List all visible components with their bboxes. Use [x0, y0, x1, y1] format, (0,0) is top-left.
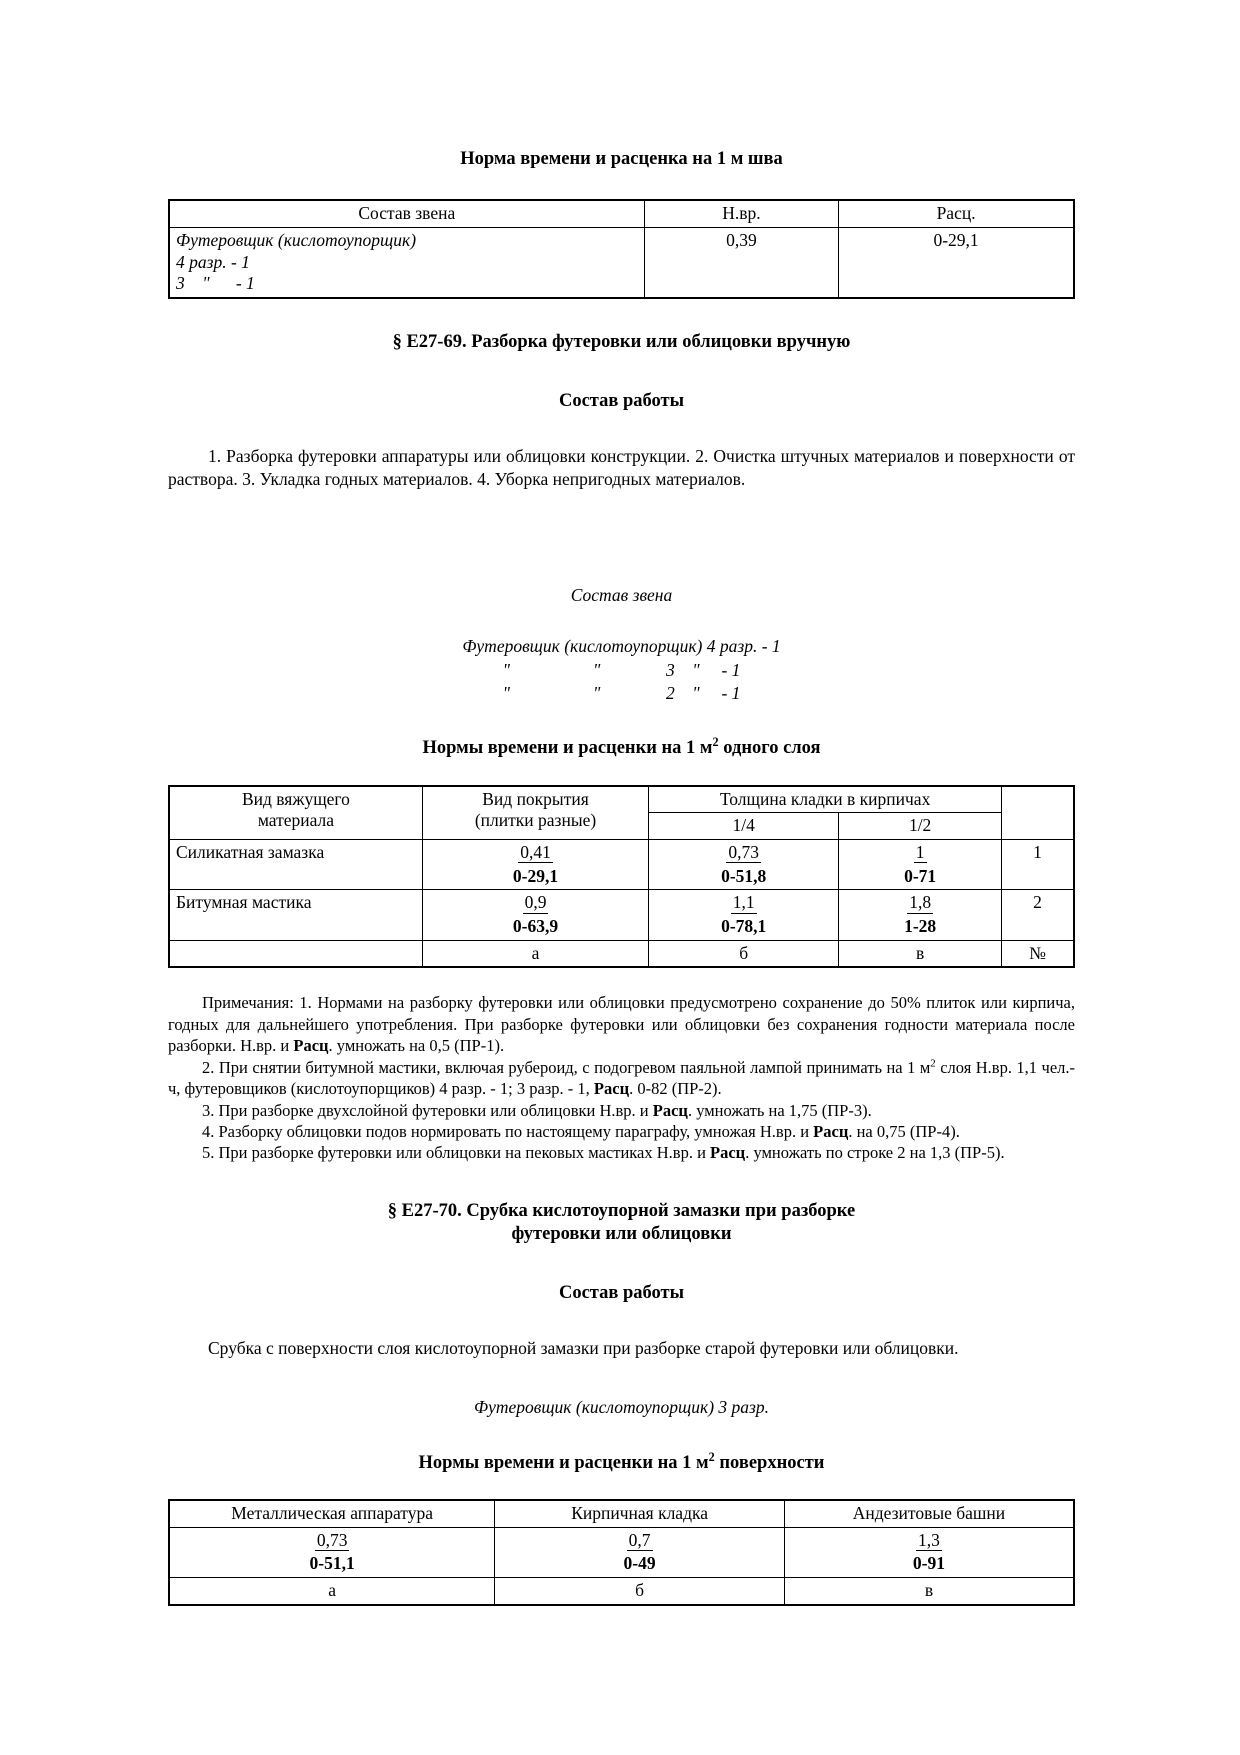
cell-crew-composition — [169, 227, 644, 298]
header-coating-line2: (плитки разные) — [474, 810, 597, 831]
crew-line-1: Футеровщик (кислотоупорщик) 4 разр. - 1 — [462, 636, 781, 657]
norms-title-suffix: одного слоя — [718, 738, 821, 759]
note-2-text-a: 2. При снятии битумной мастики, включая рубероид, с подогревом паяльной лампой принимать на 1 м — [202, 1057, 931, 1077]
header-andesite-towers: Андезитовые башни — [784, 1500, 1074, 1527]
value-nvr: 1,3 — [918, 1529, 940, 1550]
crew-composition-69 — [168, 635, 1075, 705]
value-nvr: 1,8 — [909, 892, 932, 913]
crew-line-1: Футеровщик (кислотоупорщик) — [176, 229, 417, 250]
header-thickness-half: 1/2 — [839, 813, 1002, 840]
header-binder-line1: Вид вяжущего — [241, 788, 350, 809]
crew-line-2: " " 3 " - 1 — [502, 659, 741, 680]
cell-material-name: Битумная мастика — [169, 890, 422, 940]
table-footer-row — [169, 1578, 1074, 1605]
section-e27-69-heading: § Е27-69. Разборка футеровки или облицовки вручную — [392, 331, 851, 352]
note-3-text-a: 3. При разборке двухслойной футеровки или облицовки Н.вр. и — [202, 1100, 653, 1120]
crew-composition-70: Футеровщик (кислотоупорщик) 3 разр. — [474, 1397, 769, 1418]
value-nvr: 1 — [915, 841, 925, 862]
table-header-row-top — [169, 786, 1074, 813]
note-4-text-b: . на 0,75 (ПР-4). — [848, 1121, 960, 1141]
table-row — [169, 890, 1074, 940]
value-rasc: 1-28 — [904, 915, 937, 936]
value-rasc: 0-51,1 — [309, 1553, 355, 1574]
work-composition-label-70: Состав работы — [558, 1283, 685, 1304]
value-nvr: 0,41 — [520, 841, 551, 862]
cell-andesite-towers-value — [784, 1527, 1074, 1577]
value-nvr: 0,7 — [628, 1529, 651, 1550]
header-thickness-quarter: 1/4 — [649, 813, 839, 840]
header-binder-line2: материала — [257, 810, 335, 831]
norms-title-prefix: Нормы времени и расценки на 1 м — [418, 1452, 709, 1473]
cell-rasc-value: 0-29,1 — [839, 227, 1074, 298]
value-nvr: 0,73 — [316, 1529, 348, 1550]
note-5 — [168, 1142, 1075, 1163]
cell-coating-value — [422, 890, 648, 940]
cell-brick-masonry-value — [495, 1527, 785, 1577]
table-header-row — [169, 200, 1074, 227]
header-nvr: Н.вр. — [644, 200, 839, 227]
norms-title-69 — [168, 737, 1075, 760]
footer-blank — [169, 940, 422, 967]
header-index-blank — [1002, 786, 1074, 840]
note-3-text-b: . умножать на 1,75 (ПР-3). — [687, 1100, 872, 1120]
norms-title-superscript: 2 — [712, 735, 719, 750]
note-5-text-b: . умножать по строке 2 на 1,3 (ПР-5). — [745, 1143, 1005, 1163]
note-1-text-b: . умножать на 0,5 (ПР-1). — [328, 1036, 505, 1056]
header-brick-masonry: Кирпичная кладка — [495, 1500, 785, 1527]
header-binder-material — [169, 786, 422, 840]
value-rasc: 0-71 — [904, 865, 937, 886]
note-2-text-b: слоя Н.вр. 1,1 чел.-ч, футеровщиков (кислотоупорщиков) 4 разр. - 1; 3 разр. - 1, — [168, 1057, 1076, 1099]
work-composition-label-69: Состав работы — [558, 391, 685, 411]
cell-quarter-value — [649, 890, 839, 940]
note-2-text-c: . 0-82 (ПР-2). — [629, 1079, 722, 1099]
value-rasc: 0-63,9 — [512, 915, 559, 936]
norms-title-prefix: Нормы времени и расценки на 1 м — [422, 738, 713, 759]
note-3-bold: Расц — [652, 1100, 688, 1120]
value-rasc: 0-29,1 — [512, 865, 559, 886]
note-4 — [168, 1121, 1075, 1142]
cell-material-name: Силикатная замазка — [169, 839, 422, 889]
footer-col-v: в — [839, 940, 1002, 967]
note-5-bold: Расц — [710, 1143, 746, 1163]
note-4-bold: Расц — [813, 1121, 849, 1141]
crew-line-3: 3 " - 1 — [176, 273, 255, 294]
footer-col-a: а — [422, 940, 648, 967]
footer-col-b: б — [495, 1578, 785, 1605]
value-rasc: 0-51,8 — [721, 865, 767, 886]
work-composition-text-70: Срубка с поверхности слоя кислотоупорной замазки при разборке старой футеровки или облицовки. — [208, 1338, 959, 1359]
table-row — [169, 839, 1074, 889]
value-nvr: 0,9 — [524, 892, 547, 913]
note-1-bold: Расц — [293, 1036, 329, 1056]
table-norms-per-sqm-layer — [168, 785, 1075, 969]
cell-half-value — [839, 839, 1002, 889]
cell-coating-value — [422, 839, 648, 889]
cell-nvr-value: 0,39 — [644, 227, 839, 298]
table-row — [169, 1527, 1074, 1577]
table-row — [169, 227, 1074, 298]
cell-row-index: 2 — [1002, 890, 1074, 940]
header-rasc: Расц. — [839, 200, 1074, 227]
heading-line-1: § Е27-70. Срубка кислотоупорной замазки при разборке — [387, 1200, 856, 1221]
cell-row-index: 1 — [1002, 839, 1074, 889]
footer-col-a: а — [169, 1578, 495, 1605]
note-2-bold: Расц — [593, 1079, 630, 1099]
section-a-title: Норма времени и расценка на 1 м шва — [460, 149, 783, 169]
note-3 — [168, 1100, 1075, 1121]
header-metal-apparatus: Металлическая аппаратура — [169, 1500, 495, 1527]
footer-col-b: б — [649, 940, 839, 967]
crew-line-3: " " 2 " - 1 — [502, 682, 741, 703]
table-header-row — [169, 1500, 1074, 1527]
footer-col-number: № — [1002, 940, 1074, 967]
crew-line-2: 4 разр. - 1 — [176, 251, 250, 272]
value-rasc: 0-49 — [623, 1553, 656, 1574]
table-norm-per-meter-seam — [168, 199, 1075, 299]
value-nvr: 0,73 — [728, 841, 759, 862]
note-1 — [168, 992, 1075, 1056]
header-coating-line1: Вид покрытия — [482, 788, 589, 809]
header-thickness-group: Толщина кладки в кирпичах — [649, 786, 1002, 813]
value-rasc: 0-78,1 — [721, 915, 767, 936]
note-2 — [168, 1057, 1075, 1100]
cell-quarter-value — [649, 839, 839, 889]
note-4-text-a: 4. Разборку облицовки подов нормировать по настоящему параграфу, умножая Н.вр. и — [202, 1121, 814, 1141]
value-nvr: 1,1 — [732, 892, 755, 913]
cell-metal-apparatus-value — [169, 1527, 495, 1577]
notes-block-69 — [168, 992, 1075, 1164]
work-composition-text-69: 1. Разборка футеровки аппаратуры или облицовки конструкции. 2. Очистка штучных материалов и поверхности от раствора. 3. Укладка годных материалов. 4. Уборка непригодных материалов. — [168, 446, 1075, 490]
note-5-text-a: 5. При разборке футеровки или облицовки на пековых мастиках Н.вр. и — [202, 1143, 711, 1163]
heading-line-2: футеровки или облицовки — [511, 1223, 732, 1244]
cell-half-value — [839, 890, 1002, 940]
note-2-superscript: 2 — [930, 1057, 936, 1070]
norms-title-70 — [168, 1449, 1075, 1475]
note-1-text-a: Примечания: 1. Нормами на разборку футеровки или облицовки предусмотрено сохранение до 50% плиток или кирпича, годных для дальнейшего употребления. При разборке футеровки или облицовки без сохранения годности материала после разборки. Н.вр. и — [168, 993, 1075, 1056]
value-rasc: 0-91 — [912, 1553, 945, 1574]
table-footer-row — [169, 940, 1074, 967]
norms-title-superscript: 2 — [708, 1449, 715, 1464]
crew-label-69: Состав звена — [570, 584, 673, 605]
table-norms-per-sqm-surface — [168, 1499, 1075, 1606]
section-e27-70-heading — [168, 1200, 1075, 1246]
header-coating-type — [422, 786, 648, 840]
footer-col-v: в — [784, 1578, 1074, 1605]
header-crew: Состав звена — [169, 200, 644, 227]
norms-title-suffix: поверхности — [714, 1452, 825, 1473]
